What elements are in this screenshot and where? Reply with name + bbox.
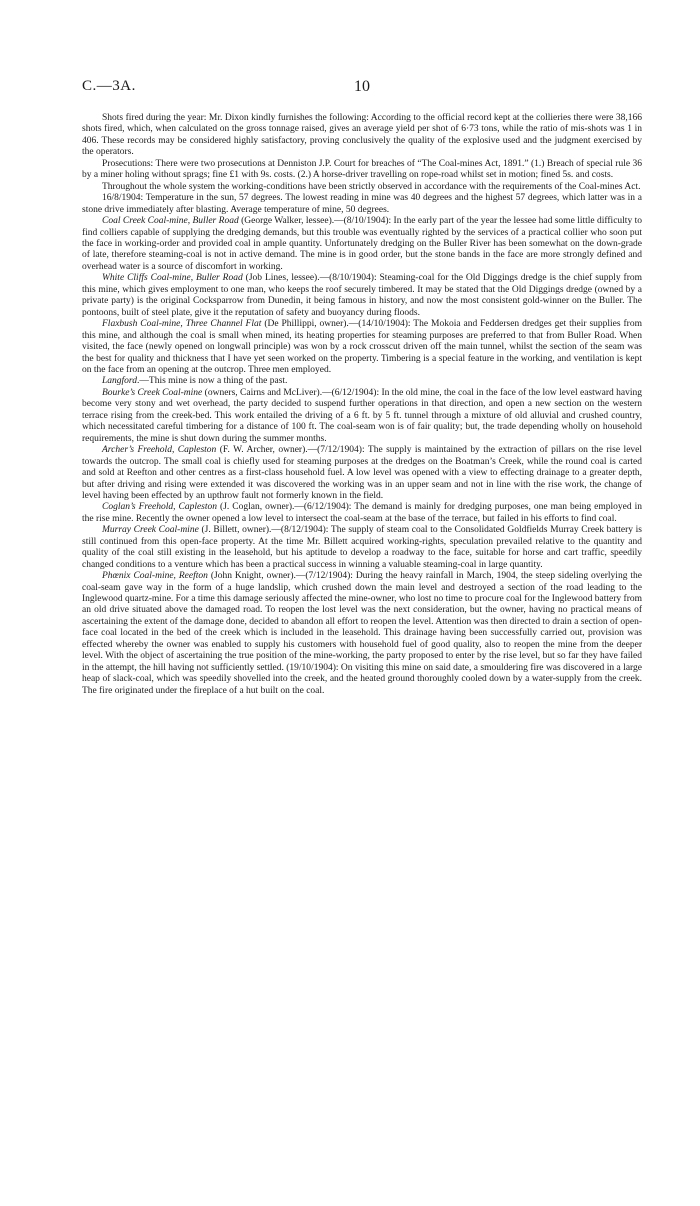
mine-name: White Cliffs Coal-mine, Buller Road (102, 273, 243, 284)
paragraph-white-cliffs: White Cliffs Coal-mine, Buller Road (Job Lines, lessee).—(8/10/1904): Steaming-coal for the Old Diggings dredge is the chief supply from this mine, which gives employment to one man, who keeps the roof securely timbered. It may be stated that the Old Diggings dredge (owned by a private party) is the original Cocksparrow from Dunedin, it being famous in history, and now the most consistent gold-winner on the Buller. The pontoons, built of steel plate, give it the reputation of safety and buoyancy during floods. (82, 273, 643, 318)
paragraph-coglans-freehold: Coglan’s Freehold, Capleston (J. Coglan, owner).—(6/12/1904): The demand is mainly for dredging purposes, one man being employed in the rise mine. Recently the owner opened a low level to intersect the coal-seam at the base of the terrace, but failed in his efforts to find coal. (82, 502, 642, 524)
paragraph-archers-freehold: Archer’s Freehold, Capleston (F. W. Archer, owner).—(7/12/1904): The supply is maintained by the extraction of pillars on the rise level towards the outcrop. The small coal is chiefly used for steaming purposes at the dredges on the Boatman’s Creek, while the round coal is carted and sold at Reefton and other centres as a first-class household fuel. A low level was opened with a view to effecting drainage to a greater depth, but after driving and rising were extended it was discovered the working was in an upper seam and not in line with the rise work, the change of level having been effected by an upthrow fault not formerly known in the field. (82, 445, 643, 501)
mine-name: Archer’s Freehold, Capleston (102, 445, 217, 456)
mine-name: Langford (102, 376, 138, 387)
paragraph-flaxbush: Flaxbush Coal-mine, Three Channel Flat (De Phillippi, owner).—(14/10/1904): The Mokoia and Feddersen dredges get their supplies from this mine, and although the coal is small when mined, its heating properties for steaming purposes are preferred to that from Buller Road. When visited, the face (newly opened on longwall principle) was won by a rock crosscut driven off the main tunnel, whilst the section of the seam was the best for quality and thickness that I have yet seen worked on the property. Timbering is a special feature in the working, and ventilation is kept on the face from an opening at the outcrop. Three men employed. (82, 319, 642, 375)
paragraph-phoenix: Phœnix Coal-mine, Reefton (John Knight, owner).—(7/12/1904): During the heavy rainfall in March, 1904, the steep sideling overlying the coal-seam gave way in the form of a huge landslip, which crushed down the main level and destroyed a section of the road leading to the Inglewood quartz-mine. For a time this damage seriously affected the mine-owner, who lost no time to procure coal for the Inglewood battery from an old drive situated above the damaged road. To reopen the lost level was the next consideration, but the owner, having no practical means of ascertaining the extent of the damage done, decided to abandon all effort to reopen the level. Attention was then directed to drain a section of open-face coal located in the bed of the creek which is included in the leasehold. This drainage having been successfully carried out, provision was effected whereby the owner was enabled to supply his customers with household fuel of good quality, also to reopen the mine from the deeper level. With the object of ascertaining the true position of the mine-working, the party proposed to enter by the rise level, but so far they have failed in the attempt, the hill having not sufficiently settled. (19/10/1904): On visiting this mine on said date, a smouldering fire was discovered in a large heap of slack-coal, which was speedily shovelled into the creek, and the heated ground thoroughly cooled down by a water-supply from the creek. The fire originated under the fireplace of a hut built on the coal. (82, 571, 642, 696)
page-header (82, 78, 642, 98)
paragraph-shots-fired: Shots fired during the year: Mr. Dixon kindly furnishes the following: According to the official record kept at the collieries there were 38,166 shots fired, which, when calculated on the gross tonnage raised, gives an average yield per shot of 6·73 tons, while the ratio of mis-shots was 1 in 406. These records may be considered highly satisfactory, proving conclusively the quality of the explosive used and the judgment exercised by the operators. (82, 113, 642, 158)
paragraph-murray-creek: Murray Creek Coal-mine (J. Billett, owner).—(8/12/1904): The supply of steam coal to the Consolidated Goldfields Murray Creek battery is still continued from this open-face property. At the time Mr. Billett acquired working-rights, speculation prevailed relative to the quantity and quality of the coal still existing in the leasehold, but his aptitude to develop a roadway to the face, suitable for horse and cart traffic, speedily changed conditions to a venture which has been a practical success in winning a valuable steaming-coal in large quantity. (82, 525, 642, 570)
document-reference: C.—3A. (82, 78, 136, 94)
paragraph-langford: Langford.—This mine is now a thing of the past. (102, 376, 288, 387)
paragraph-prosecutions: Prosecutions: There were two prosecutions at Denniston J.P. Court for breaches of “The Coal-mines Act, 1891.” (1.) Breach of special rule 36 by a miner holing without sprags; fine £1 with 9s. costs. (2.) A horse-driver travelling on rope-road whilst set in motion; fined 5s. and costs. (82, 158, 642, 181)
paragraph-bourkes-creek: Bourke’s Creek Coal-mine (owners, Cairns and McLiver).—(6/12/1904): In the old mine, the coal in the face of the low level eastward having become very stony and wet overhead, the party decided to suspend further operations in that direction, and open a new section on the western terrace rising from the creek-bed. This work entailed the driving of a 6 ft. by 5 ft. tunnel through a mixture of old alluvial and crushed country, which necessitated careful timbering for a distance of 100 ft. The coal-seam won is of fair quality; but, the trade depending wholly on household requirements, the mine is shut down during the summer months. (82, 387, 642, 444)
mine-name: Phœnix Coal-mine, Reefton (102, 571, 208, 582)
mine-name: Flaxbush Coal-mine, Three Channel Flat (102, 319, 262, 330)
mine-name: Coglan’s Freehold, Capleston (102, 502, 218, 513)
mine-name: Bourke’s Creek Coal-mine (102, 387, 203, 398)
paragraph-working-conditions: Throughout the whole system the working-conditions have been strictly observed in accordance with the requirements of the Coal-mines Act. (102, 181, 641, 192)
mine-name: Coal Creek Coal-mine, Buller Road (102, 216, 239, 227)
paragraph-coal-creek: Coal Creek Coal-mine, Buller Road (George Walker, lessee).—(8/10/1904): In the early part of the year the lessee had some little difficulty to find colliers capable of supplying the dredging demands, but this trouble was eventually righted by the services of a practical collier who soon put the face in working-order and provided coal in ample quantity. Unfortunately dredging on the Buller River has been somewhat on the down-grade of late, therefore steaming-coal is not in active demand. The mine is in good order, but the stone bands in the face are more strongly defined and overhead water is a source of discomfort in working. (82, 216, 642, 272)
mine-name: Murray Creek Coal-mine (102, 525, 199, 536)
page-number: 10 (354, 78, 370, 95)
paragraph-temperature: 16/8/1904: Temperature in the sun, 57 degrees. The lowest reading in mine was 40 degrees and the highest 57 degrees, which latter was in a stone drive immediately after blasting. Average temperature of mine, 50 degrees. (82, 193, 642, 215)
body-text (82, 113, 642, 697)
